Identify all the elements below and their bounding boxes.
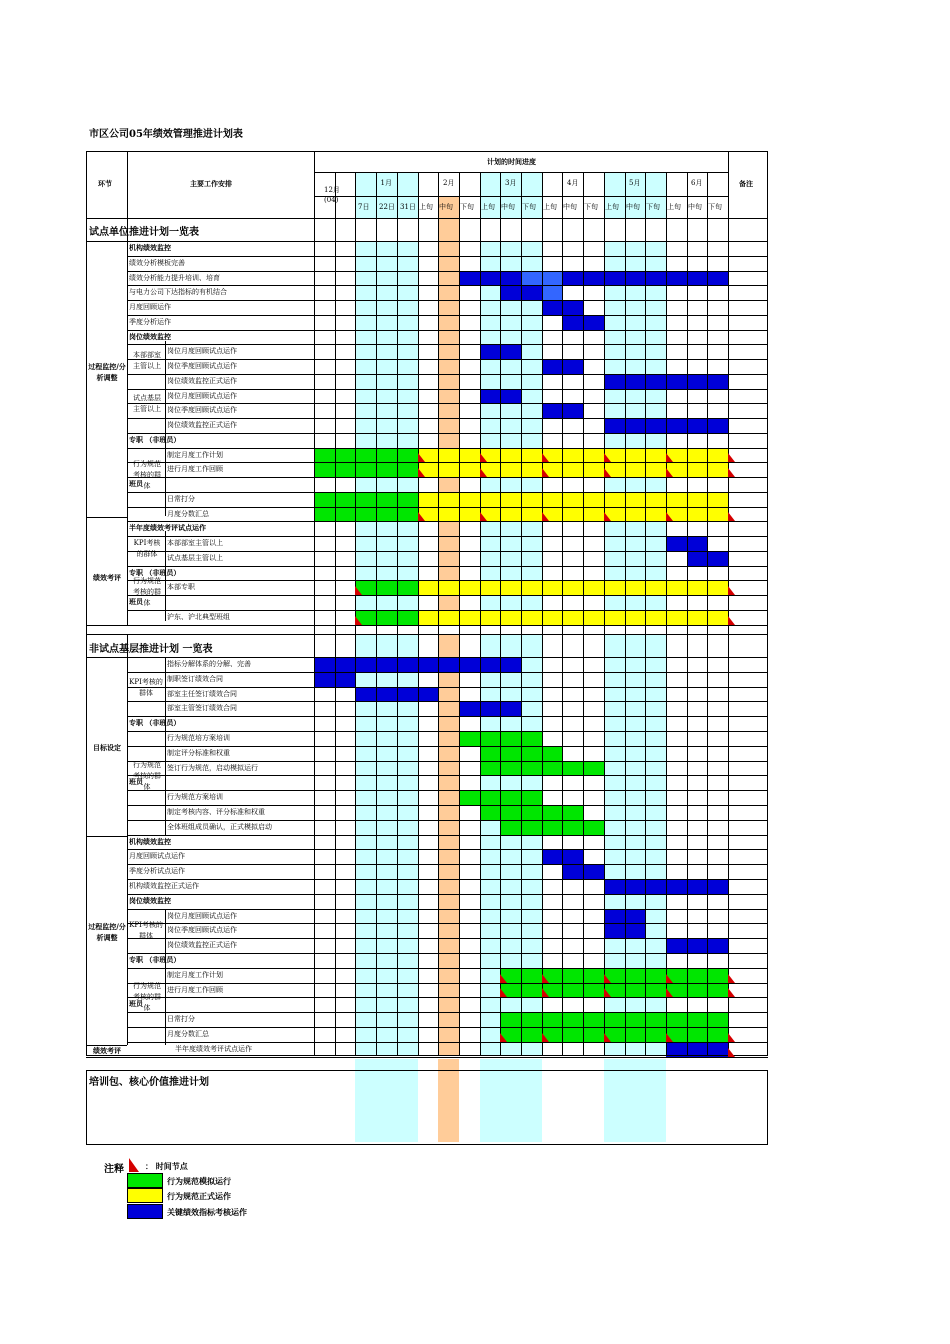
milestone-icon	[666, 512, 673, 521]
sub-xingwei-3: 行为规范考核的群体	[133, 761, 161, 791]
milestone-icon	[666, 988, 673, 997]
milestone-icon	[500, 974, 507, 983]
milestone-icon	[604, 453, 611, 462]
legend-yellow-label: 行为规范正式运作	[167, 1191, 231, 1201]
row-text-6: 岗位绩效监控	[129, 331, 171, 341]
row-text-19: 半年度绩效考评试点运作	[129, 523, 206, 533]
legend-yellow-swatch	[127, 1188, 163, 1203]
section-training: 培训包、核心价值推进计划	[89, 1077, 209, 1088]
row-text-16: 班员	[129, 479, 143, 488]
row-text-27: 制职签订绩效合同	[167, 674, 223, 683]
header-xun: 上旬	[667, 203, 681, 211]
header-month: 1月	[380, 179, 392, 187]
header-progress: 计划的时间进度	[487, 157, 536, 166]
legend-blue-swatch	[127, 1204, 163, 1219]
milestone-icon	[542, 974, 549, 983]
sub-xingwei-4: 行为规范考核的群体	[133, 982, 161, 1012]
header-xun: 下旬	[460, 203, 474, 211]
sub-benbu: 本部部室主管以上	[133, 351, 161, 370]
header-xun: 上旬	[481, 203, 495, 211]
row-text-48: 进行月度工作回顾	[167, 985, 223, 994]
row-text-9: 岗位绩效监控正式运作	[167, 376, 237, 385]
row-text-41: 机构绩效监控正式运作	[129, 882, 199, 890]
row-text-34: 班员	[129, 777, 143, 787]
milestone-icon	[604, 512, 611, 521]
row-text-47: 制定月度工作计划	[167, 970, 223, 979]
sub-kpi-2: KPI考核的群体	[129, 678, 163, 697]
row-text-13: 专职 （非班员）	[129, 434, 181, 444]
row-text-23: 本部专职	[167, 583, 195, 592]
row-text-17: 日常打分	[167, 494, 195, 503]
milestone-icon	[728, 988, 735, 997]
header-xun: 下旬	[708, 203, 722, 211]
header-note: 备注	[739, 179, 753, 188]
milestone-icon	[666, 1033, 673, 1042]
header-xun: 上旬	[605, 203, 619, 211]
milestone-icon	[542, 988, 549, 997]
row-text-3: 与电力公司下达指标的有机结合	[129, 288, 227, 297]
header-month: 3月	[505, 179, 517, 187]
row-text-12: 岗位绩效监控正式运作	[167, 421, 237, 429]
row-text-44: 岗位季度回顾试点运作	[167, 926, 237, 935]
row-text-38: 机构绩效监控	[129, 836, 171, 846]
row-text-7: 岗位月度回顾试点运作	[167, 347, 237, 356]
milestone-icon	[666, 453, 673, 462]
legend-node-icon	[129, 1158, 139, 1172]
row-text-31: 行为规范培方案培训	[167, 734, 230, 742]
header-month: 2月	[443, 179, 455, 187]
row-text-49: 班员	[129, 999, 143, 1009]
row-text-22: 专职 （非班员）	[129, 567, 181, 577]
row-text-51: 月度分数汇总	[167, 1030, 209, 1038]
header-day: 22日	[379, 203, 395, 211]
header-xun: 中旬	[626, 203, 640, 211]
label-np-target: 目标设定	[93, 743, 121, 752]
header-xun: 下旬	[646, 203, 660, 211]
milestone-icon	[666, 974, 673, 983]
milestone-icon	[480, 468, 487, 477]
milestone-icon	[728, 453, 735, 462]
milestone-icon	[542, 1033, 549, 1042]
milestone-icon	[355, 616, 362, 625]
row-text-42: 岗位绩效监控	[129, 895, 171, 905]
row-text-15: 进行月度工作回顾	[167, 465, 223, 474]
header-day: 31日	[400, 203, 416, 211]
header-month: 5月	[629, 179, 641, 187]
page-title: 市区公司05年绩效管理推进计划表	[89, 129, 243, 140]
label-pilot-eval: 绩效考评	[93, 573, 121, 582]
milestone-icon	[418, 453, 425, 462]
row-text-11: 岗位季度回顾试点运作	[167, 406, 237, 415]
milestone-icon	[728, 512, 735, 521]
milestone-icon	[480, 512, 487, 521]
milestone-icon	[604, 988, 611, 997]
header-xun: 中旬	[563, 203, 577, 211]
legend-blue-label: 关键绩效指标考核运作	[167, 1207, 247, 1217]
milestone-icon	[355, 586, 362, 595]
header-dec-1: 12月	[324, 186, 340, 194]
row-text-10: 岗位月度回顾试点运作	[167, 391, 237, 400]
milestone-icon	[666, 468, 673, 477]
milestone-icon	[418, 512, 425, 521]
milestone-icon	[500, 1033, 507, 1042]
header-month: 4月	[567, 179, 579, 187]
sub-xingwei-1: 行为规范考核的群体	[133, 460, 161, 490]
header-xun: 中旬	[501, 203, 515, 211]
sub-kpi-1: KPI考核的群体	[133, 539, 161, 558]
header-xun: 下旬	[522, 203, 536, 211]
section-nonpilot: 非试点基层推进计划 一览表	[89, 644, 213, 655]
row-text-32: 制定评分标准和权重	[167, 748, 230, 757]
row-text-21: 试点基层主管以上	[167, 553, 223, 562]
row-text-1: 绩效分析模板完善	[129, 258, 185, 267]
milestone-icon	[500, 988, 507, 997]
milestone-icon	[728, 1033, 735, 1042]
milestone-icon	[542, 512, 549, 521]
milestone-icon	[542, 468, 549, 477]
milestone-icon	[604, 468, 611, 477]
row-text-43: 岗位月度回顾试点运作	[167, 911, 237, 920]
legend-note: 注释	[104, 1164, 124, 1175]
grid-hline	[86, 1057, 768, 1058]
row-text-35: 行为规范方案培训	[167, 793, 223, 802]
legend-green-label: 行为规范模拟运行	[167, 1176, 231, 1186]
label-pilot-process: 过程监控/分析调整	[88, 362, 126, 382]
row-text-26: 指标分解体系的分解、完善	[167, 660, 251, 668]
row-text-39: 月度回顾试点运作	[129, 852, 185, 861]
row-text-52: 半年度绩效考评试点运作	[175, 1044, 252, 1053]
row-text-24: 班员	[129, 597, 143, 606]
header-xun: 上旬	[543, 203, 557, 211]
header-xun: 上旬	[419, 203, 433, 211]
header-xun: 中旬	[688, 203, 702, 211]
header-main: 主要工作安排	[190, 179, 232, 188]
row-text-8: 岗位季度回顾试点运作	[167, 362, 237, 370]
label-np-eval: 绩效考评	[93, 1046, 121, 1055]
milestone-icon	[480, 453, 487, 462]
row-text-37: 全体班组成员确认，正式模拟启动	[167, 822, 272, 831]
header-month: 6月	[691, 179, 703, 187]
row-text-4: 月度回顾运作	[129, 303, 171, 311]
row-text-2: 绩效分析能力提升培训、培育	[129, 273, 220, 282]
row-text-25: 沪东、沪北典型班组	[167, 612, 230, 621]
row-text-0: 机构绩效监控	[129, 243, 171, 252]
row-text-20: 本部部室主管以上	[167, 539, 223, 547]
row-text-46: 专职 （非班员）	[129, 955, 181, 964]
milestone-icon	[728, 1048, 735, 1057]
table-frame	[86, 151, 768, 1056]
milestone-icon	[604, 974, 611, 983]
header-dec-2: (04)	[324, 196, 339, 204]
milestone-icon	[728, 974, 735, 983]
header-xun: 下旬	[584, 203, 598, 211]
legend-green-swatch	[127, 1173, 163, 1188]
milestone-icon	[728, 586, 735, 595]
milestone-icon	[418, 468, 425, 477]
legend-node-label: ： 时间节点	[145, 1161, 188, 1171]
section-pilot: 试点单位推进计划一览表	[89, 227, 199, 238]
milestone-icon	[604, 1033, 611, 1042]
milestone-icon	[728, 468, 735, 477]
header-huanjie: 环节	[98, 179, 112, 188]
row-text-18: 月度分数汇总	[167, 509, 209, 518]
row-text-28: 部室主任签订绩效合同	[167, 689, 237, 698]
row-text-40: 季度分析试点运作	[129, 867, 185, 876]
row-text-45: 岗位绩效监控正式运作	[167, 941, 237, 950]
row-text-29: 部室主管签订绩效合同	[167, 704, 237, 713]
sub-xingwei-2: 行为规范考核的群体	[133, 577, 161, 607]
sub-shidian: 试点基层主管以上	[133, 394, 161, 413]
row-text-50: 日常打分	[167, 1015, 195, 1024]
row-text-30: 专职 （非班员）	[129, 718, 181, 728]
milestone-icon	[542, 453, 549, 462]
row-text-5: 季度分析运作	[129, 317, 171, 326]
header-day: 7日	[358, 203, 370, 211]
sub-kpi-3: KPI考核的群体	[129, 921, 163, 940]
label-np-process: 过程监控/分析调整	[88, 922, 126, 942]
row-text-36: 制定考核内容、评分标准和权重	[167, 808, 265, 816]
milestone-icon	[728, 616, 735, 625]
row-text-14: 制定月度工作计划	[167, 450, 223, 459]
header-xun: 中旬	[439, 203, 453, 211]
row-text-33: 签订行为规范，启动模拟运行	[167, 763, 258, 772]
